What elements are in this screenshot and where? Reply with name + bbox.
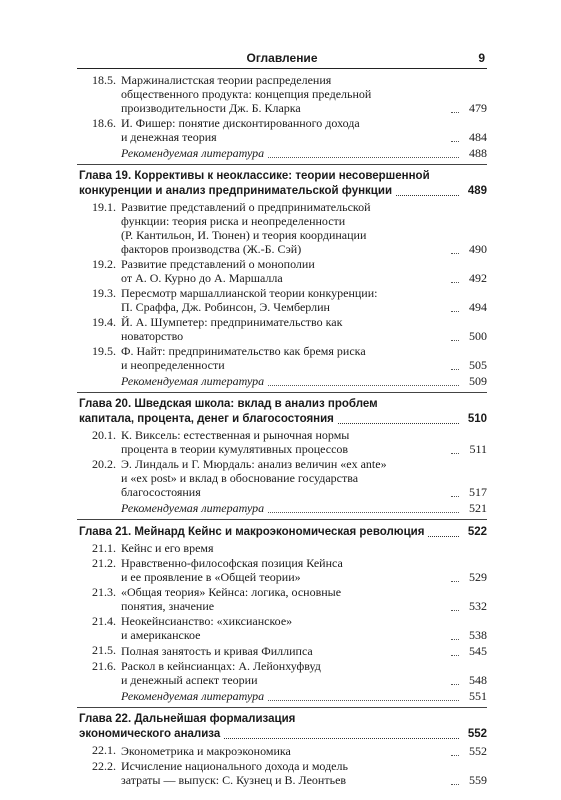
entry-body [121, 659, 487, 687]
toc-chapter [77, 164, 487, 388]
entry-title-line: затраты — выпуск: С. Кузнец и В. Леонтьев [121, 773, 347, 787]
chapter-heading-text: Глава 21. Мейнард Кейнс и макроэкономическая революция [79, 526, 425, 538]
dot-leader [451, 484, 459, 497]
section-number: 21.1. [92, 541, 116, 555]
toc-entry [77, 200, 487, 256]
toc-chapter [77, 519, 487, 703]
entry-title-line: процента в теории кумулятивных процессов [121, 442, 349, 456]
toc-entry [77, 315, 487, 343]
entry-title-line: Пересмотр маршаллианской теории конкуренции: [121, 286, 378, 300]
section-number: 19.3. [92, 286, 116, 300]
toc-entry [77, 614, 487, 642]
dot-leader [451, 357, 459, 370]
entry-page-number: 552 [469, 744, 487, 758]
chapter-heading-line [79, 411, 487, 426]
chapter-heading-text: капитала, процента, денег и благосостояния [79, 413, 334, 425]
chapter-heading-line [79, 183, 487, 198]
entry-title [121, 644, 449, 658]
dot-leader [451, 299, 459, 312]
entry-title-line: и американское [121, 628, 201, 642]
dot-leader [268, 373, 459, 386]
entry-title-line: Маржиналистская теории распределения [121, 73, 332, 87]
chapter-heading-text: конкуренции и анализ предпринимательской функции [79, 185, 393, 197]
entry-body [121, 614, 487, 642]
entry-title [121, 759, 449, 787]
section-number: 20.2. [92, 457, 116, 471]
section-number: 19.2. [92, 257, 116, 271]
entry-title [121, 257, 449, 285]
chapter-heading-text: Глава 20. Шведская школа: вклад в анализ проблем [79, 398, 378, 410]
section-number: 21.5. [92, 643, 116, 657]
section-number: 19.1. [92, 200, 116, 214]
recommended-literature-label: Рекомендуемая литература [121, 689, 265, 703]
entry-title-line: и денежная теория [121, 130, 217, 144]
entry-title-line: Развитие представлений о предпринимательской [121, 200, 371, 214]
chapter-page-number: 510 [467, 413, 487, 425]
entry-title-line: И. Фишер: понятие дисконтированного дохода [121, 116, 360, 130]
entry-title-line: Раскол в кейнсианцах: А. Лейонхуфвуд [121, 659, 321, 673]
table-of-contents [77, 72, 487, 788]
section-number: 21.6. [92, 659, 116, 673]
dot-leader [451, 743, 459, 756]
entry-title-line: Развитие представлений о монополии [121, 257, 315, 271]
entry-title [121, 286, 449, 314]
entry-title [121, 556, 449, 584]
dot-leader [451, 441, 459, 454]
toc-entry [77, 116, 487, 144]
entry-title-line: Нравственно-философская позиция Кейнса [121, 556, 343, 570]
entry-body [121, 743, 487, 758]
toc-entry [77, 257, 487, 285]
recommended-literature-page: 551 [469, 689, 487, 703]
entry-body [121, 344, 487, 372]
entry-body [121, 257, 487, 285]
entry-page-number: 559 [469, 773, 487, 787]
dot-leader [224, 726, 459, 739]
dot-leader [451, 270, 459, 283]
entry-title-line: Неокейнсианство: «хиксианское» [121, 614, 293, 628]
toc-entry [77, 643, 487, 658]
entry-body [121, 428, 487, 456]
entry-title-line: Кейнс и его время [121, 541, 214, 555]
entry-page-number: 490 [469, 242, 487, 256]
chapter-heading-text: Глава 22. Дальнейшая формализация [79, 713, 296, 725]
entry-page-number: 505 [469, 358, 487, 372]
page-number: 9 [478, 51, 485, 65]
entry-title-line: (Р. Кантильон, И. Тюнен) и теория координации [121, 228, 367, 242]
recommended-literature-page: 488 [469, 146, 487, 160]
recommended-literature-page: 509 [469, 374, 487, 388]
entry-title-line: понятия, значение [121, 599, 215, 613]
entry-body [121, 643, 487, 658]
entry-body [121, 585, 487, 613]
entry-body [121, 457, 487, 499]
section-number: 18.6. [92, 116, 116, 130]
entry-body [121, 73, 487, 115]
entry-title-line: Полная занятость и кривая Филлипса [121, 644, 313, 658]
entry-title [121, 614, 449, 642]
recommended-literature-label: Рекомендуемая литература [121, 146, 265, 160]
toc-entry [77, 286, 487, 314]
entry-page-number: 517 [469, 485, 487, 499]
entry-title [121, 73, 449, 115]
entry-title [121, 744, 449, 758]
chapter-heading [79, 169, 487, 198]
entry-title-line: Эконометрика и макроэкономика [121, 744, 291, 758]
recommended-literature [77, 373, 487, 388]
entry-body [121, 315, 487, 343]
dot-leader [451, 100, 459, 113]
entry-title-line: К. Виксель: естественная и рыночная нормы [121, 428, 350, 442]
entry-title-line: Э. Линдаль и Г. Мюрдаль: анализ величин «ex ante» [121, 457, 387, 471]
dot-leader [451, 241, 459, 254]
entry-page-number: 532 [469, 599, 487, 613]
dot-leader [451, 129, 459, 142]
dot-leader [451, 643, 459, 656]
chapter-page-number: 522 [467, 526, 487, 538]
entry-title-line: и неопределенности [121, 358, 225, 372]
dot-leader [451, 569, 459, 582]
entry-title-line: факторов производства (Ж.-Б. Сэй) [121, 242, 302, 256]
recommended-literature-page: 521 [469, 501, 487, 515]
entry-title [121, 200, 449, 256]
toc-entry [77, 73, 487, 115]
toc-entry [77, 743, 487, 758]
entry-title-line: производительности Дж. Б. Кларка [121, 101, 301, 115]
entry-title [121, 315, 449, 343]
toc-chapter [77, 73, 487, 160]
dot-leader [268, 500, 459, 513]
recommended-literature-label: Рекомендуемая литература [121, 501, 265, 515]
entry-title [121, 541, 487, 555]
dot-leader [396, 183, 459, 196]
entry-body [121, 541, 487, 555]
entry-title-line: и денежный аспект теории [121, 673, 258, 687]
section-number: 18.5. [92, 73, 116, 87]
toc-entry [77, 659, 487, 687]
recommended-literature [77, 688, 487, 703]
section-number: 21.3. [92, 585, 116, 599]
chapter-heading [79, 524, 487, 539]
entry-page-number: 529 [469, 570, 487, 584]
entry-title [121, 585, 449, 613]
section-number: 19.5. [92, 344, 116, 358]
entry-title-line: и «ex post» и вклад в обоснование государства [121, 471, 359, 485]
running-header [77, 48, 487, 69]
recommended-literature [77, 500, 487, 515]
section-number: 21.4. [92, 614, 116, 628]
entry-page-number: 548 [469, 673, 487, 687]
entry-title [121, 116, 449, 144]
entry-title-line: П. Сраффа, Дж. Робинсон, Э. Чемберлин [121, 300, 330, 314]
recommended-literature-label: Рекомендуемая литература [121, 374, 265, 388]
entry-page-number: 494 [469, 300, 487, 314]
entry-page-number: 538 [469, 628, 487, 642]
entry-title-line: и ее проявление в «Общей теории» [121, 570, 301, 584]
dot-leader [451, 328, 459, 341]
section-number: 20.1. [92, 428, 116, 442]
running-header-title: Оглавление [246, 51, 318, 65]
entry-title [121, 659, 449, 687]
chapter-heading [79, 712, 487, 741]
entry-title-line: общественного продукта: концепция предельной [121, 87, 372, 101]
dot-leader [338, 411, 459, 424]
dot-leader [268, 688, 459, 701]
toc-entry [77, 585, 487, 613]
entry-title-line: Й. А. Шумпетер: предпринимательство как [121, 315, 343, 329]
section-number: 19.4. [92, 315, 116, 329]
chapter-heading-text: экономического анализа [79, 728, 221, 740]
entry-title-line: новаторство [121, 329, 184, 343]
entry-title-line: Исчисление национального дохода и модель [121, 759, 348, 773]
chapter-heading-text: Глава 19. Коррективы к неоклассике: теории несовершенной [79, 170, 430, 182]
dot-leader [451, 772, 459, 785]
entry-page-number: 479 [469, 101, 487, 115]
entry-title-line: от А. О. Курно до А. Маршалла [121, 271, 283, 285]
toc-chapter [77, 392, 487, 515]
entry-page-number: 545 [469, 644, 487, 658]
entry-title-line: функции: теория риска и неопределенности [121, 214, 346, 228]
toc-chapter [77, 707, 487, 787]
entry-page-number: 484 [469, 130, 487, 144]
chapter-page-number: 489 [467, 185, 487, 197]
section-number: 22.2. [92, 759, 116, 773]
toc-entry [77, 344, 487, 372]
chapter-heading-line [79, 726, 487, 741]
dot-leader [451, 672, 459, 685]
recommended-literature [77, 145, 487, 160]
chapter-heading [79, 397, 487, 426]
entry-body [121, 200, 487, 256]
entry-title [121, 344, 449, 372]
entry-body [121, 286, 487, 314]
entry-body [121, 556, 487, 584]
entry-title-line: Ф. Найт: предпринимательство как бремя риска [121, 344, 366, 358]
toc-entry [77, 457, 487, 499]
dot-leader [451, 627, 459, 640]
entry-title [121, 428, 449, 456]
toc-entry [77, 759, 487, 787]
chapter-page-number: 552 [467, 728, 487, 740]
entry-title-line: благосостояния [121, 485, 201, 499]
chapter-heading-line [79, 524, 487, 539]
entry-title-line: «Общая теория» Кейнса: логика, основные [121, 585, 342, 599]
toc-entry [77, 428, 487, 456]
entry-page-number: 500 [469, 329, 487, 343]
entry-page-number: 492 [469, 271, 487, 285]
toc-entry [77, 541, 487, 555]
section-number: 22.1. [92, 743, 116, 757]
section-number: 21.2. [92, 556, 116, 570]
entry-page-number: 511 [469, 442, 487, 456]
entry-body [121, 759, 487, 787]
dot-leader [451, 598, 459, 611]
toc-entry [77, 556, 487, 584]
dot-leader [268, 145, 459, 158]
entry-body [121, 116, 487, 144]
entry-title [121, 457, 449, 499]
dot-leader [428, 524, 459, 537]
